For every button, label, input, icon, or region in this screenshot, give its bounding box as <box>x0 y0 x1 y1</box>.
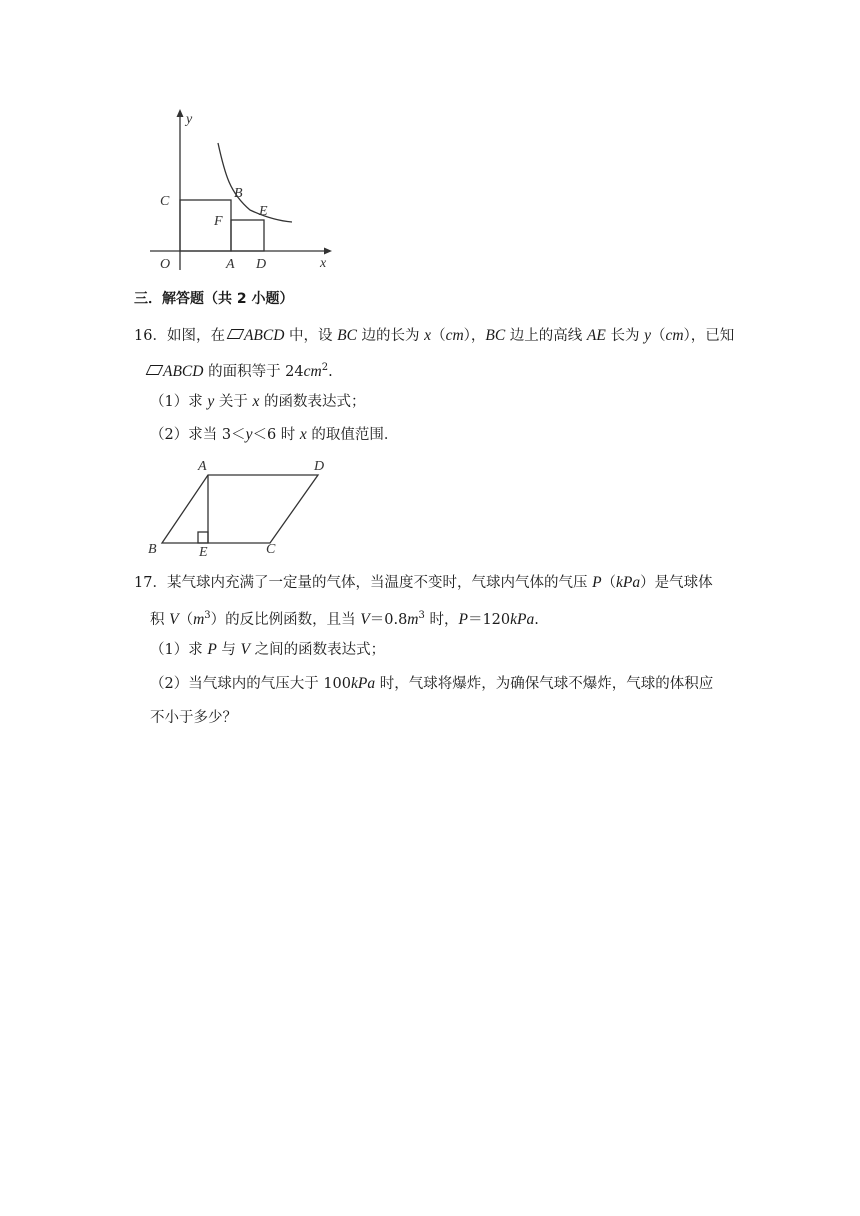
q16-line-2: ABCD 的面积等于 $24cm^2$. <box>144 358 333 382</box>
label-f: F <box>214 214 223 229</box>
x-axis-arrow <box>324 248 332 255</box>
q16-number: 16． <box>134 328 167 344</box>
q17-part-1: （1）求 P 与 V 之间的函数表达式； <box>150 641 386 658</box>
y-axis-arrow <box>177 109 184 117</box>
q17-part-2-continued: 不小于多少？ <box>150 710 237 726</box>
right-angle-mark <box>198 532 208 543</box>
parallelogram-figure <box>140 455 350 560</box>
rectangle-adef <box>231 220 264 251</box>
q16-line-1: 16．如图，在 ABCD 中，设 BC 边的长为 x（cm），BC 边上的高线 AE 长为 y（cm），已知 <box>134 327 735 344</box>
rectangle-oabc <box>180 200 231 251</box>
q16-part-2: （2）求当 3＜y＜6 时 x 的取值范围． <box>150 426 399 443</box>
parallelogram-symbol <box>146 365 164 375</box>
parallelogram-symbol <box>227 329 245 339</box>
label-c: C <box>266 542 276 557</box>
q16-part-1: （1）求 y 关于 x 的函数表达式； <box>150 393 366 410</box>
label-a: A <box>198 459 207 474</box>
label-b: B <box>234 186 243 201</box>
label-a: A <box>226 257 235 272</box>
label-d: D <box>256 257 267 272</box>
q17-part-2: （2）当气球内的气压大于 100kPa 时，气球将爆炸，为确保气球不爆炸，气球的体积应 <box>150 675 714 692</box>
label-b: B <box>148 542 157 557</box>
q17-number: 17． <box>134 575 167 591</box>
parallelogram-abcd <box>162 475 318 543</box>
label-y: y <box>186 112 193 127</box>
q17-line-2: 积 $V(m^3)$的反比例函数，且当 $V=0.8m^3$ 时，P＝120kPa. <box>150 610 539 628</box>
label-e: E <box>259 204 268 219</box>
label-e: E <box>199 545 208 560</box>
label-x: x <box>320 256 327 271</box>
q17-line-1: 17．某气球内充满了一定量的气体，当温度不变时，气球内气体的气压 P（kPa）是气球体 <box>134 574 713 591</box>
section-heading: 三．解答题（共 2 小题） <box>134 291 294 307</box>
hyperbola-curve <box>218 143 292 222</box>
hyperbola-figure <box>140 105 340 275</box>
label-o: O <box>160 257 171 272</box>
label-c: C <box>160 194 170 209</box>
label-d: D <box>314 459 325 474</box>
